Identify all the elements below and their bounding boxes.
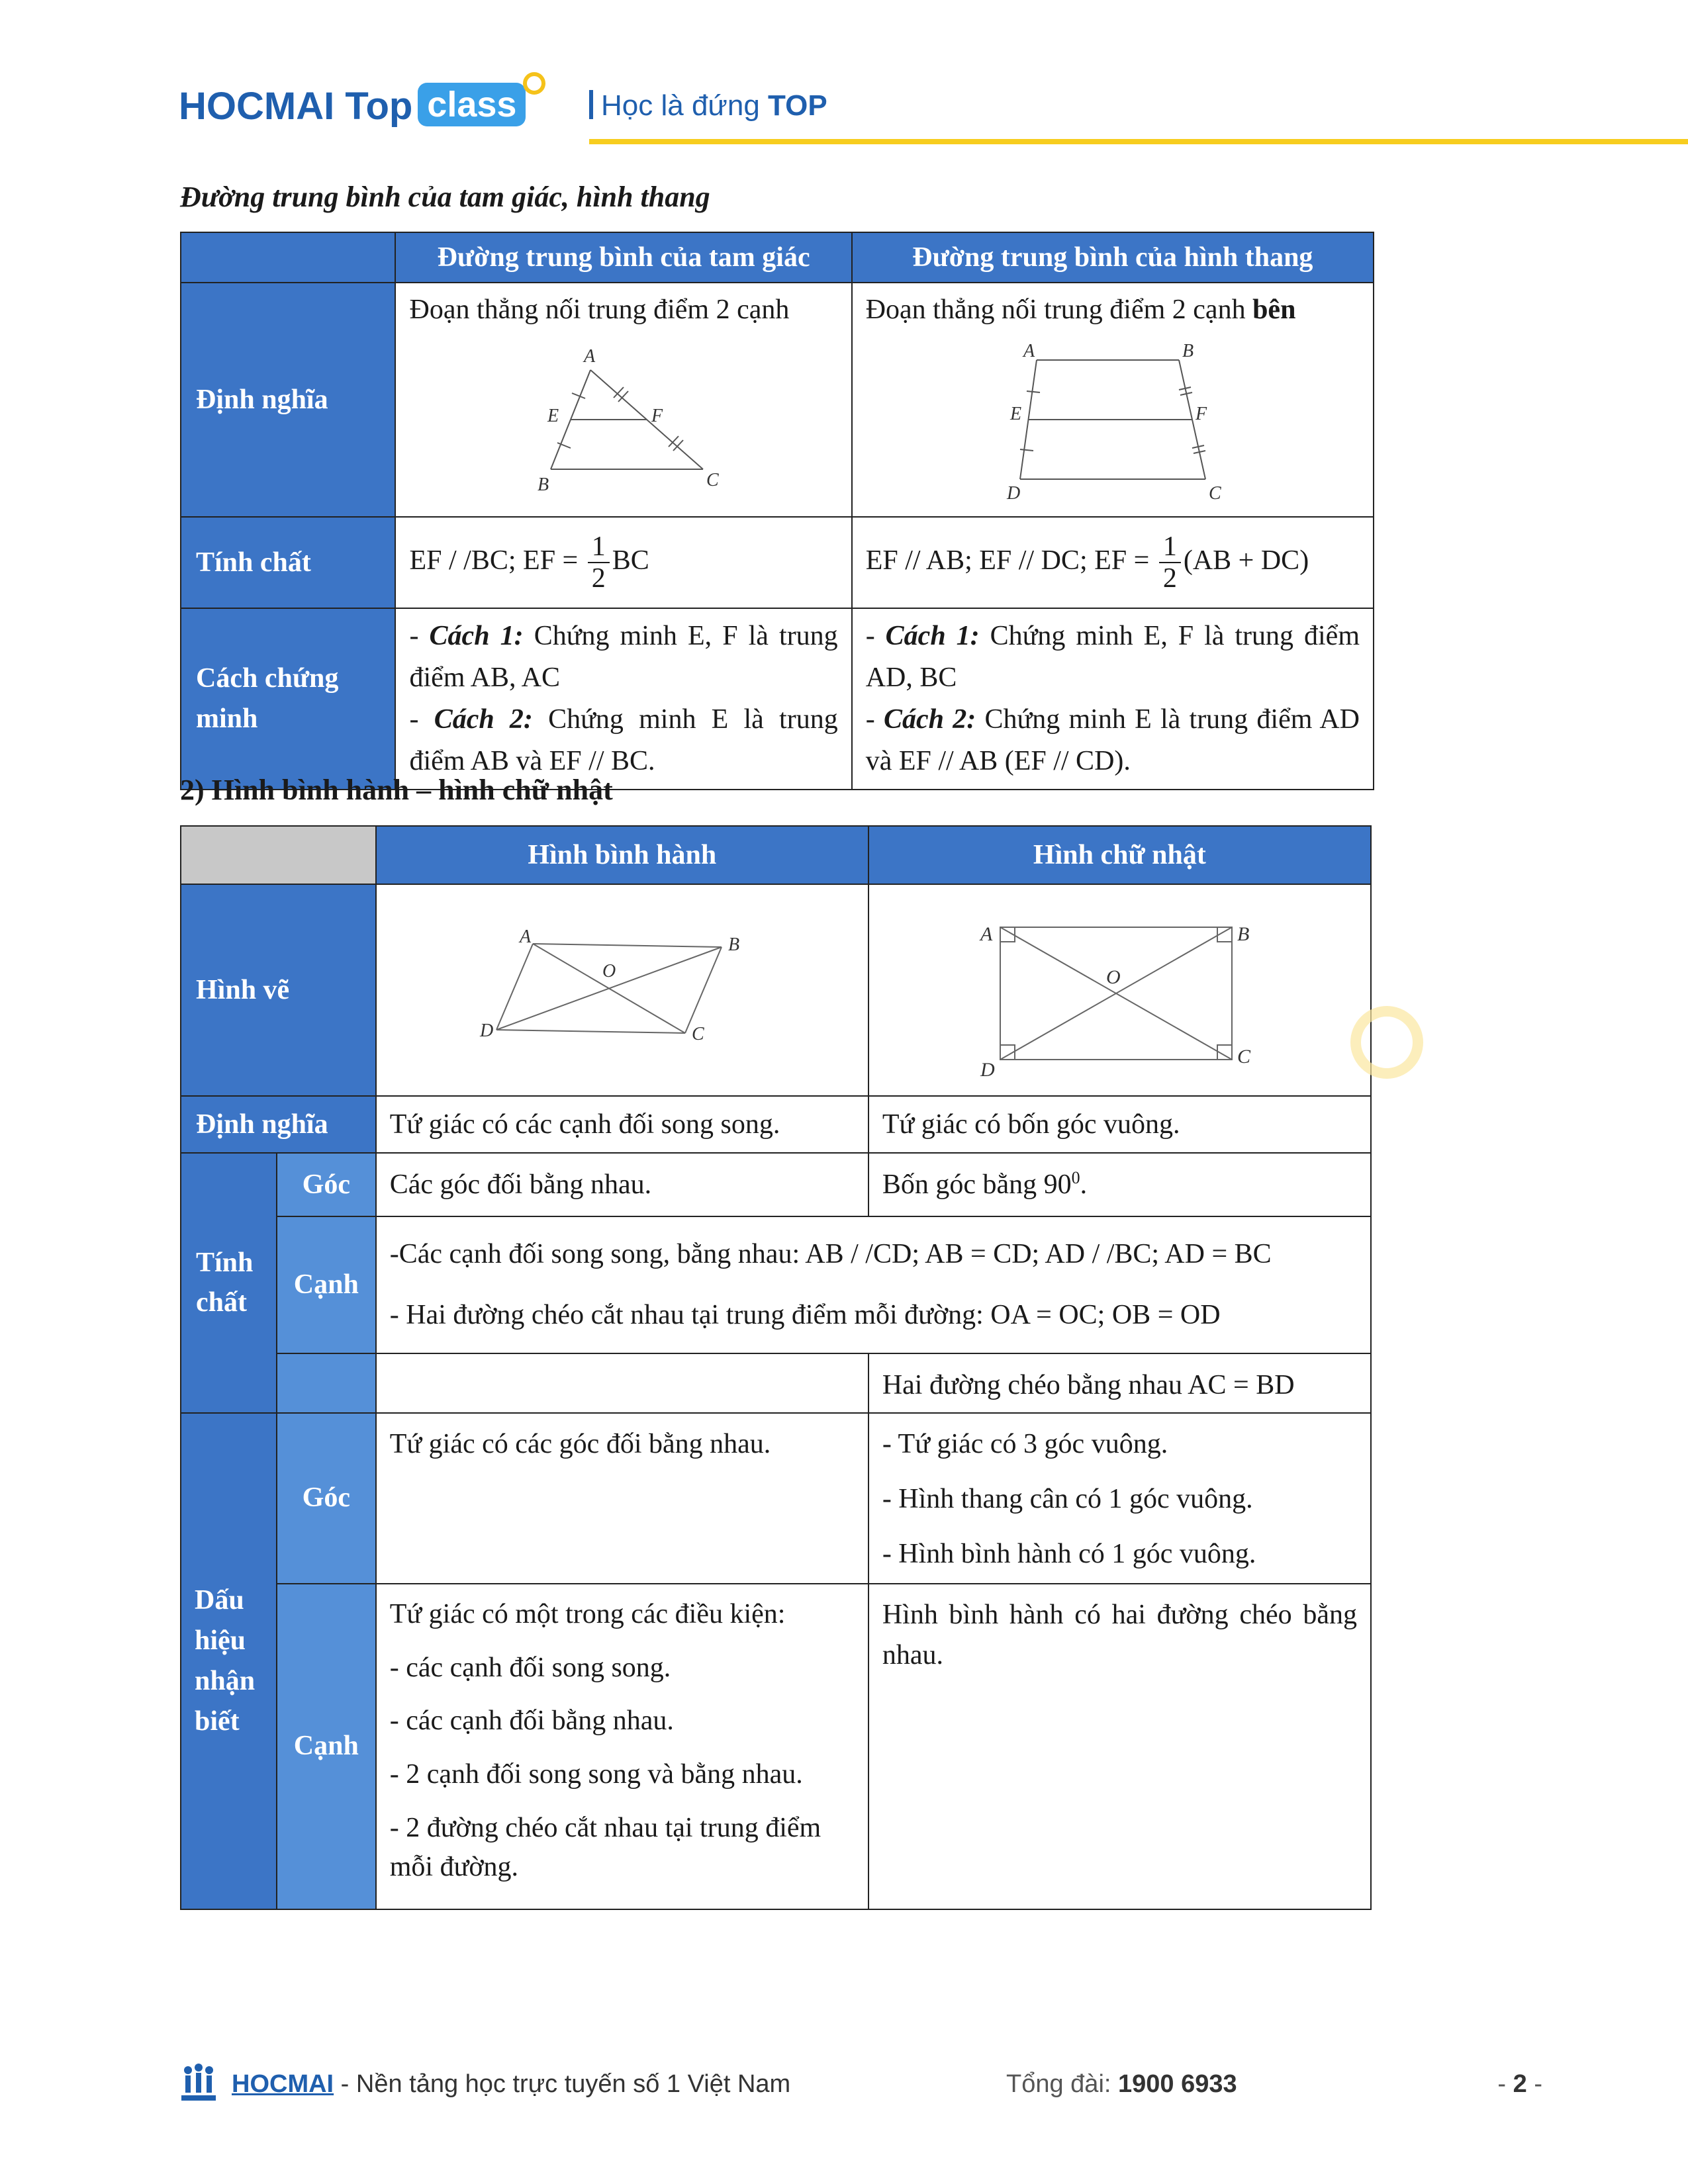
page-suffix: -	[1526, 2070, 1542, 2098]
footer-text: - Nền tảng học trực tuyến số 1 Việt Nam	[334, 2070, 791, 2098]
def-triangle: Đoạn thẳng nối trung điểm 2 cạnh	[409, 295, 790, 325]
label-B: B	[1237, 923, 1250, 945]
sub-angle-property: Góc	[277, 1153, 376, 1216]
proof-triangle-1: - Cách 1: Chứng minh E, F là trung điểm AB, AC	[409, 621, 838, 693]
prop-side-1: -Các cạnh đối song song, bằng nhau: AB / /CD; AB = CD; AD / /BC; AD = BC	[389, 1239, 1272, 1269]
label-D: D	[479, 1021, 493, 1041]
rec-angle-rectangle-2: - Hình thang cân có 1 góc vuông.	[882, 1483, 1253, 1514]
row-recognition: Dấu hiệu nhận biết	[181, 1413, 277, 1909]
rec-side-parallelogram-4: - 2 đường chéo cắt nhau tại trung điểm mỗi đường.	[389, 1812, 821, 1882]
fraction-half	[588, 531, 610, 594]
triangle-midline-figure	[504, 337, 743, 496]
proof-trapezoid-2: - Cách 2: Chứng minh E là trung điểm AD và EF // AB (EF // CD).	[865, 704, 1360, 776]
rec-angle-rectangle-1: - Tứ giác có 3 góc vuông.	[882, 1428, 1168, 1459]
col-rectangle: Hình chữ nhật	[868, 826, 1371, 884]
label-A: A	[1023, 340, 1035, 361]
prop-side-shared	[376, 1216, 1371, 1353]
fraction-half	[1159, 531, 1181, 594]
def-trapezoid-text: Đoạn thẳng nối trung điểm 2 cạnh	[865, 295, 1253, 325]
sub-side-recognition: Cạnh	[277, 1584, 376, 1909]
watermark-sun-icon	[1350, 1006, 1423, 1079]
col-triangle: Đường trung bình của tam giác	[395, 232, 851, 283]
fraction-den: 2	[591, 563, 606, 594]
degree-sup: 0	[1071, 1167, 1080, 1187]
page-prefix: -	[1497, 2070, 1513, 2098]
col-parallelogram: Hình bình hành	[376, 826, 868, 884]
label-C: C	[706, 469, 719, 490]
rec-angle-rectangle	[868, 1413, 1371, 1584]
prop-triangle	[395, 517, 851, 608]
sub-side-extra	[277, 1353, 376, 1413]
trapezoid-midline-figure	[954, 337, 1272, 502]
prop-angle-rectangle-text: Bốn góc bằng 90	[882, 1169, 1072, 1200]
prop-triangle-text: EF / /BC; EF =	[409, 545, 585, 576]
label-E: E	[547, 405, 559, 426]
hotline-label: Tổng đài:	[1006, 2070, 1118, 2098]
page-number	[1497, 2070, 1542, 2099]
def-trapezoid-bold: bên	[1252, 295, 1296, 325]
proof-triangle-2: - Cách 2: Chứng minh E là trung điểm AB và EF // BC.	[409, 704, 838, 776]
rec-side-parallelogram-2: - các cạnh đối bằng nhau.	[389, 1706, 674, 1737]
label-D: D	[980, 1059, 996, 1079]
row-property: Tính chất	[181, 517, 395, 608]
prop-side-2: - Hai đường chéo cắt nhau tại trung điểm mỗi đường: OA = OC; OB = OD	[389, 1300, 1221, 1331]
parallelogram-figure	[470, 917, 774, 1069]
tagline-bold: TOP	[768, 89, 827, 122]
proof-text: Chứng minh E là trung điểm AB và EF // BC.	[409, 704, 838, 776]
row-proof: Cách chứng minh	[181, 608, 395, 790]
page-footer	[179, 2064, 1542, 2110]
rec-side-parallelogram-3: - 2 cạnh đối song song và bằng nhau.	[389, 1759, 803, 1790]
def-rectangle: Tứ giác có bốn góc vuông.	[868, 1096, 1371, 1153]
footer-slogan	[232, 2070, 790, 2099]
proof-triangle	[395, 608, 851, 790]
hotline-number: 1900 6933	[1118, 2070, 1237, 2098]
tagline-divider	[589, 90, 593, 119]
label-A: A	[980, 923, 993, 945]
prop-triangle-end: BC	[612, 545, 649, 576]
rec-angle-parallelogram: Tứ giác có các góc đối bằng nhau.	[376, 1413, 868, 1584]
label-B: B	[1182, 340, 1194, 361]
row-definition: Định nghĩa	[181, 283, 395, 517]
label-E: E	[1009, 403, 1021, 424]
label-F: F	[651, 405, 663, 426]
prop-angle-rectangle-end: .	[1080, 1169, 1088, 1200]
rectangle-figure	[954, 907, 1285, 1079]
prop-trapezoid-text: EF // AB; EF // DC; EF =	[865, 545, 1156, 576]
proof-text: Chứng minh E, F là trung điểm AB, AC	[409, 621, 838, 693]
prop-trapezoid	[852, 517, 1374, 608]
hocmai-people-icon	[179, 2064, 218, 2103]
footer-brand-link[interactable]: HOCMAI	[232, 2070, 334, 2098]
rec-side-parallelogram-0: Tứ giác có một trong các điều kiện:	[389, 1598, 786, 1629]
header-underline	[589, 139, 1688, 144]
rec-angle-rectangle-3: - Hình bình hành có 1 góc vuông.	[882, 1538, 1256, 1569]
sub-angle-recognition: Góc	[277, 1413, 376, 1584]
prop-side-parallelogram-empty	[376, 1353, 868, 1413]
hocmai-topclass-logo	[179, 83, 526, 128]
def-trapezoid	[866, 290, 1360, 330]
label-C: C	[1237, 1046, 1251, 1068]
label-O: O	[1106, 966, 1121, 988]
proof-trapezoid	[852, 608, 1374, 790]
prop-angle-parallelogram: Các góc đối bằng nhau.	[376, 1153, 868, 1216]
sun-icon	[523, 72, 545, 95]
row-definition-2: Định nghĩa	[181, 1096, 376, 1153]
rec-side-parallelogram	[376, 1584, 868, 1909]
proof-text: Chứng minh E, F là trung điểm AD, BC	[865, 621, 1360, 693]
def-trapezoid-cell	[852, 283, 1374, 517]
tagline-text: Học là đứng	[601, 89, 769, 122]
table2-corner	[181, 826, 376, 884]
prop-angle-rectangle	[868, 1153, 1371, 1216]
label-A: A	[519, 927, 531, 947]
page-header	[179, 69, 1542, 149]
tagline	[589, 89, 827, 122]
fraction-num: 1	[1159, 531, 1181, 563]
label-B: B	[538, 474, 549, 495]
col-trapezoid: Đường trung bình của hình thang	[852, 232, 1374, 283]
proof-trapezoid-1: - Cách 1: Chứng minh E, F là trung điểm AD, BC	[865, 621, 1360, 693]
footer-hotline	[1006, 2070, 1237, 2099]
row-figure: Hình vẽ	[181, 884, 376, 1096]
sub-side-property: Cạnh	[277, 1216, 376, 1353]
prop-side-rectangle: Hai đường chéo bằng nhau AC = BD	[868, 1353, 1371, 1413]
label-C: C	[691, 1024, 704, 1044]
def-triangle-cell	[395, 283, 851, 517]
proof-text: Chứng minh E là trung điểm AD và EF // AB (EF // CD).	[865, 704, 1360, 776]
proof-label: Cách 1:	[885, 621, 980, 651]
label-F: F	[1195, 403, 1207, 424]
section2-title: 2) Hình bình hành – hình chữ nhật	[180, 774, 613, 806]
fraction-den: 2	[1162, 563, 1177, 594]
logo-class-badge: class	[418, 83, 526, 126]
label-D: D	[1006, 482, 1021, 502]
page-number-value: 2	[1513, 2070, 1527, 2098]
row-property-2: Tính chất	[181, 1153, 277, 1413]
parallelogram-rectangle-table	[180, 825, 1372, 1910]
midline-table	[180, 232, 1374, 790]
logo-text: HOCMAI Top	[179, 85, 413, 128]
rec-side-parallelogram-1: - các cạnh đối song song.	[389, 1652, 671, 1683]
fig-rectangle-cell	[868, 884, 1371, 1096]
prop-trapezoid-end: (AB + DC)	[1183, 545, 1309, 576]
fraction-num: 1	[588, 531, 610, 563]
table1-corner	[181, 232, 395, 283]
fig-parallelogram-cell	[376, 884, 868, 1096]
label-O: O	[602, 961, 616, 981]
proof-label: Cách 2:	[434, 704, 533, 735]
section1-title: Đường trung bình của tam giác, hình thang	[180, 181, 710, 213]
label-A: A	[584, 345, 596, 367]
label-B: B	[727, 934, 739, 955]
proof-label: Cách 1:	[429, 621, 524, 651]
proof-label: Cách 2:	[883, 704, 976, 735]
rec-side-rectangle: Hình bình hành có hai đường chéo bằng nhau.	[868, 1584, 1371, 1909]
def-parallelogram: Tứ giác có các cạnh đối song song.	[376, 1096, 868, 1153]
label-C: C	[1208, 482, 1221, 502]
